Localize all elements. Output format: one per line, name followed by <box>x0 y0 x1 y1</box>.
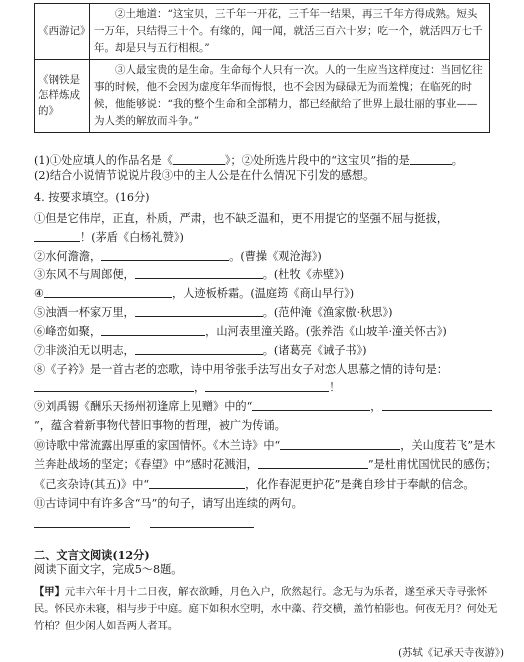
passage-source: (苏轼《记承天寺夜游》) <box>398 647 504 660</box>
answer-blank[interactable] <box>34 380 194 392</box>
answer-blank[interactable] <box>101 324 205 336</box>
fill-text: ！(茅盾《白杨礼赞》) <box>80 230 184 244</box>
fill-text: ⑧《子衿》是一首古老的恋歌，诗中用爷张手法写出女子对恋人思慕之情的诗句是： <box>34 362 448 376</box>
excerpt-text-cell: ③人最宝贵的是生命。生命每个人只有一次。人的一生应当这样度过：当回忆往事的时候，他不会因为虚度年华而悔恨，也不会因为碌碌无为而羞愧；在临死的时候，他能够说：“我的整个生命和全部精力，都已经献给了世界上最壮丽的事业——为人类的解放而斗争。” <box>90 60 490 133</box>
answer-blank[interactable] <box>252 399 370 411</box>
section-2-intro: 阅读下面文字，完成5～8题。 <box>34 562 183 576</box>
fill-text: ①但是它伟岸，正直，朴质，严肃，也不缺乏温和，更不用提它的坚强不屈与挺拔， <box>34 212 448 225</box>
fill-text: 。(诸葛亮《诫子书》) <box>262 343 367 357</box>
excerpt-row-steel <box>35 60 490 133</box>
excerpt-table <box>34 3 490 133</box>
fill-text: ，人迹板桥霜。(温庭筠《商山早行》) <box>172 287 355 301</box>
answer-blank[interactable] <box>205 380 329 392</box>
answer-blank[interactable] <box>173 153 225 165</box>
fill-text: ⑥峰峦如聚， <box>34 324 102 338</box>
excerpt-row-journey-west <box>35 4 490 60</box>
fill-item-2 <box>34 248 504 267</box>
fill-text: ③东风不与周郎便， <box>34 268 135 282</box>
answer-blank[interactable] <box>382 399 492 411</box>
section-2-title: 二、文言文阅读(12分) <box>34 548 150 562</box>
q1-text-b: 》；②处所选片段中的“这宝贝”指的是 <box>224 154 410 167</box>
book-title-cell: 《西游记》 <box>35 4 90 60</box>
answer-blank[interactable] <box>149 477 245 489</box>
question-3-2: (2)结合小说情节说说片段③中的主人公是在什么情况下引发的感想。 <box>34 168 375 182</box>
answer-blank[interactable] <box>280 438 400 450</box>
answer-blank[interactable] <box>258 457 368 469</box>
fill-item-10 <box>34 436 504 494</box>
answer-blank[interactable] <box>135 305 263 317</box>
fill-text: ！ <box>329 381 341 395</box>
answer-blank[interactable] <box>150 516 254 528</box>
fill-in-list <box>34 210 504 398</box>
answer-blank[interactable] <box>101 249 229 261</box>
fill-text: ”是杜甫忧国忧民的感伤；《己亥杂诗(其五)》中“ <box>34 458 497 491</box>
question-4-title: 4. 按要求填空。(16分) <box>34 191 150 204</box>
answer-blank[interactable] <box>135 343 263 355</box>
fill-text: ，山河表里潼关路。(张养浩《山坡羊·潼关怀古》) <box>205 324 447 338</box>
fill-item-9 <box>34 397 504 436</box>
answer-blank[interactable] <box>410 153 452 165</box>
answer-blank[interactable] <box>135 267 263 279</box>
excerpt-text-cell: ②土地道：“这宝贝，三千年一开花，三千年一结果，再三千年方得成熟。短头一万年，只结得三十个。有缘的，闻一闻，就活三百六十岁；吃一个，就活四万七千年。却是只与五行相根。” <box>90 4 490 60</box>
fill-item-5 <box>34 304 504 323</box>
book-title-cell: 《钢铁是怎样炼成的》 <box>35 60 90 133</box>
fill-text: ②水何澹澹， <box>34 249 102 263</box>
fill-text: 。(曹操《观沧海》) <box>229 249 322 263</box>
passage-label: 【甲】 <box>34 586 65 598</box>
fill-text: ⑦非淡泊无以明志， <box>34 343 135 357</box>
answer-blank[interactable] <box>34 516 130 528</box>
answer-blank[interactable] <box>44 286 172 298</box>
classical-passage <box>34 584 504 662</box>
question-3-1 <box>34 153 504 169</box>
passage-text: 元丰六年十月十二日夜，解衣欲睡，月色入户，欣然起行。念无与为乐者，遂至承天寺寻张怀民。怀民亦未寝，相与步于中庭。庭下如积水空明，水中藻、荇交横，盖竹柏影也。何夜无月？何处无竹柏？但少闲人如吾两人者耳。 <box>34 586 498 633</box>
fill-text: ⑩诗歌中常流露出厚重的家国情怀。《木兰诗》中“ <box>34 438 281 452</box>
fill-text: ⑤浊酒一杯家万里， <box>34 306 135 320</box>
fill-item-3 <box>34 266 504 285</box>
fill-text: ，关山度若飞”是木兰奔赴战场的坚定；《春望》中“感时花溅泪， <box>34 438 496 472</box>
section-2 <box>34 548 504 578</box>
fill-text: ”，蕴含着新事物代替旧事物的哲理，被广为传诵。 <box>34 419 286 433</box>
fill-item-11-answer <box>34 514 504 533</box>
fill-text: 。(杜牧《赤壁》) <box>262 268 345 282</box>
fill-item-6 <box>34 323 504 342</box>
fill-text: ⑨刘禹锡《酬乐天扬州初逢席上见赠》中的“ <box>34 400 253 413</box>
fill-text: 。(范仲淹《渔家傲·秋思》) <box>262 306 393 320</box>
fill-text: ， <box>370 400 382 413</box>
fill-item-7 <box>34 342 504 361</box>
fill-item-8 <box>34 361 504 399</box>
q1-text-a: (1)①处应填人的作品名是《 <box>34 154 173 167</box>
fill-item-1 <box>34 210 504 248</box>
answer-blank[interactable] <box>34 230 80 242</box>
question-4-block <box>34 191 504 206</box>
fill-item-4 <box>34 285 504 304</box>
fill-text: ，化作春泥更护花”是龚自珍甘于奉献的信念。 <box>245 477 475 491</box>
q1-text-c: 。 <box>451 154 463 167</box>
question-3-block <box>34 153 504 184</box>
fill-text: ④ <box>34 287 45 301</box>
fill-text: ， <box>194 381 206 395</box>
fill-item-11: ⑪古诗词中有许多含“马”的句子，请写出连续的两句。 <box>34 497 303 511</box>
fill-in-list-continued <box>34 397 504 533</box>
